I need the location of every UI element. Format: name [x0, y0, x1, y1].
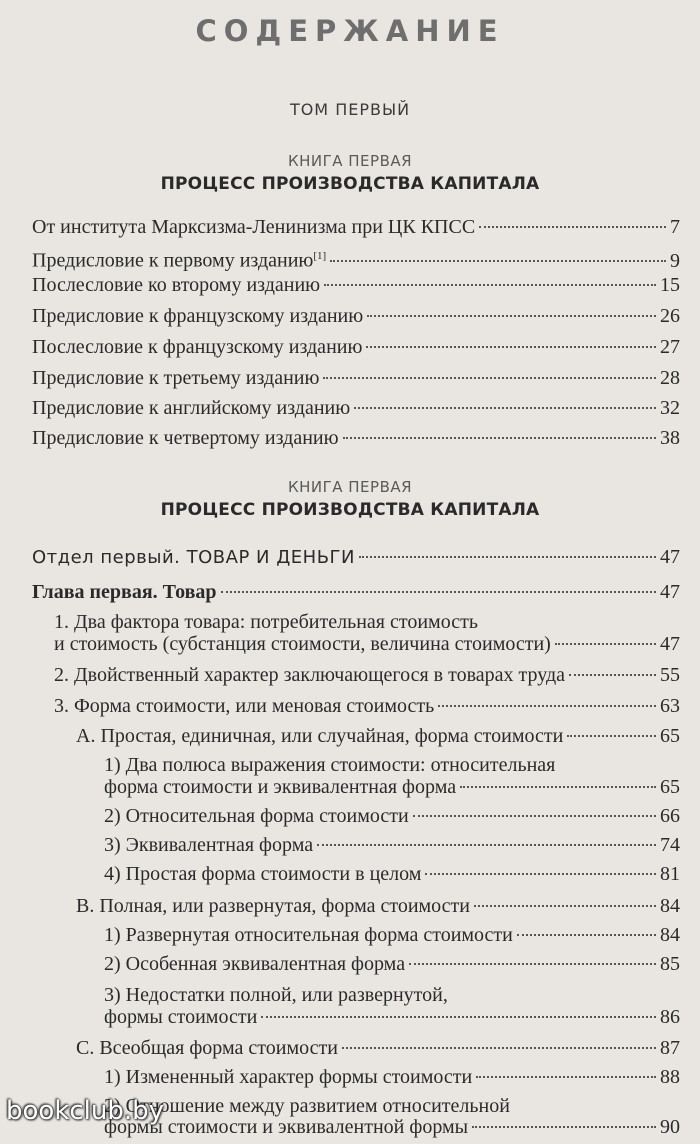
toc-entry[interactable] [104, 951, 680, 977]
toc-chapter[interactable] [32, 579, 680, 605]
footnote-ref: [1] [313, 250, 327, 262]
toc-entry[interactable] [104, 803, 680, 829]
toc-entry[interactable] [76, 723, 680, 749]
toc-entry[interactable] [54, 662, 680, 688]
page-number: 65 [660, 725, 680, 747]
dot-leader [342, 1047, 656, 1049]
page-number: 55 [660, 664, 680, 686]
entry-text: А. Простая, единичная, или случайная, форма стоимости [76, 725, 564, 747]
toc-entry[interactable] [104, 922, 680, 948]
dot-leader [409, 963, 656, 965]
page-number: 47 [660, 633, 680, 655]
page-number: 66 [660, 805, 680, 827]
page-number: 28 [660, 367, 680, 389]
dot-leader [555, 643, 656, 645]
page-number: 65 [660, 776, 680, 798]
toc-entry[interactable] [32, 243, 680, 274]
dot-leader [413, 815, 656, 817]
entry-text: Послесловие ко второму изданию [32, 274, 321, 296]
entry-text: Предисловие к английскому изданию [32, 397, 351, 419]
entry-text: Предисловие к французскому изданию [32, 305, 364, 327]
toc-entry[interactable] [32, 365, 680, 391]
page-number: 87 [660, 1037, 680, 1059]
page-title: СОДЕРЖАНИЕ [195, 14, 505, 48]
dot-leader [438, 705, 656, 707]
entry-text: В. Полная, или развернутая, форма стоимости [76, 895, 470, 917]
entry-text: Глава первая. Товар [32, 581, 217, 603]
dot-leader [366, 346, 656, 348]
page-number: 26 [660, 305, 680, 327]
dot-leader [330, 260, 666, 262]
page-number: 84 [660, 895, 680, 917]
toc-entry[interactable] [76, 1035, 680, 1061]
dot-leader [221, 591, 656, 593]
page-number: 47 [660, 581, 680, 603]
toc-entry[interactable] [54, 693, 680, 719]
dot-leader [474, 905, 656, 907]
dot-leader [476, 1076, 656, 1078]
dot-leader [517, 934, 656, 936]
dot-leader [569, 674, 656, 676]
page-number: 88 [660, 1066, 680, 1088]
entry-text-main: Предисловие к первому изданию [32, 249, 314, 272]
page-number: 27 [660, 336, 680, 358]
entry-text: 4) Простая форма стоимости в целом [104, 863, 422, 885]
dot-leader [343, 437, 656, 439]
toc-entry[interactable] [32, 334, 680, 360]
entry-text: формы стоимости [104, 1006, 258, 1028]
watermark: bookclub.by [6, 1096, 165, 1126]
entry-text: 1) Развернутая относительная форма стоимости [104, 924, 513, 946]
page-number: 47 [660, 546, 680, 568]
entry-text: форма стоимости и эквивалентная форма [104, 776, 457, 798]
page-number: 84 [660, 924, 680, 946]
book-label: КНИГА ПЕРВАЯ [287, 152, 413, 170]
toc-entry[interactable] [32, 272, 680, 298]
toc-entry[interactable] [76, 893, 680, 919]
dot-leader [354, 407, 656, 409]
entry-text-line1: 3) Недостатки полной, или развернутой, [104, 984, 448, 1006]
book-title: ПРОЦЕСС ПРОИЗВОДСТВА КАПИТАЛА [160, 174, 540, 194]
toc-entry[interactable] [32, 425, 680, 451]
page-number: 90 [660, 1116, 680, 1138]
toc-entry[interactable] [32, 214, 680, 240]
dot-leader [317, 844, 656, 846]
dot-leader [567, 735, 656, 737]
toc-entry[interactable] [104, 861, 680, 887]
entry-text-line1: 2) Отношение между развитием относительной [104, 1095, 510, 1117]
toc-entry[interactable] [104, 774, 680, 800]
toc-part[interactable] [32, 544, 680, 571]
toc-entry[interactable] [32, 395, 680, 421]
page-number: 74 [660, 834, 680, 856]
page-number: 15 [660, 274, 680, 296]
entry-text: 2) Особенная эквивалентная форма [104, 953, 406, 975]
page-number: 81 [660, 863, 680, 885]
dot-leader [460, 786, 656, 788]
entry-text: Послесловие к французскому изданию [32, 336, 363, 358]
page-number: 38 [660, 427, 680, 449]
entry-text: 2) Относительная форма стоимости [104, 805, 409, 827]
toc-entry[interactable] [104, 1004, 680, 1030]
toc-entry[interactable] [54, 631, 680, 657]
page-number: 9 [670, 249, 680, 272]
dot-leader [425, 873, 656, 875]
entry-text: формы стоимости и эквивалентной формы [104, 1116, 469, 1138]
page-number: 85 [660, 953, 680, 975]
page-number: 7 [670, 216, 680, 238]
entry-text: 2. Двойственный характер заключающегося в товарах труда [54, 664, 566, 686]
entry-text: Предисловие к четвертому изданию [32, 427, 339, 449]
page-number: 63 [660, 695, 680, 717]
page-number: 86 [660, 1006, 680, 1028]
dot-leader [479, 226, 666, 228]
toc-entry[interactable] [104, 1114, 680, 1140]
book-label: КНИГА ПЕРВАЯ [287, 478, 413, 496]
entry-text: 1) Измененный характер формы стоимости [104, 1066, 473, 1088]
dot-leader [359, 556, 656, 558]
entry-text: 3. Форма стоимости, или меновая стоимость [54, 695, 435, 717]
toc-entry[interactable] [32, 303, 680, 329]
dot-leader [367, 315, 656, 317]
dot-leader [323, 377, 656, 379]
entry-text: С. Всеобщая форма стоимости [76, 1037, 338, 1059]
entry-text-line1: 1. Два фактора товара: потребительная стоимость [54, 611, 478, 633]
entry-text: Отдел первый. ТОВАР И ДЕНЬГИ [32, 547, 355, 568]
entry-text: 3) Эквивалентная форма [104, 834, 314, 856]
entry-text-line1: 1) Два полюса выражения стоимости: относительная [104, 754, 556, 776]
dot-leader [324, 284, 656, 286]
page-number: 32 [660, 397, 680, 419]
toc-entry[interactable] [104, 832, 680, 858]
toc-entry[interactable] [104, 1064, 680, 1090]
volume-label: ТОМ ПЕРВЫЙ [289, 100, 411, 119]
dot-leader [472, 1126, 656, 1128]
entry-text: и стоимость (субстанция стоимости, величина стоимости) [54, 633, 551, 655]
book-title: ПРОЦЕСС ПРОИЗВОДСТВА КАПИТАЛА [160, 500, 540, 520]
entry-text [32, 243, 326, 274]
dot-leader [261, 1016, 656, 1018]
entry-text: От института Марксизма-Ленинизма при ЦК КПСС [32, 216, 476, 238]
entry-text: Предисловие к третьему изданию [32, 367, 320, 389]
